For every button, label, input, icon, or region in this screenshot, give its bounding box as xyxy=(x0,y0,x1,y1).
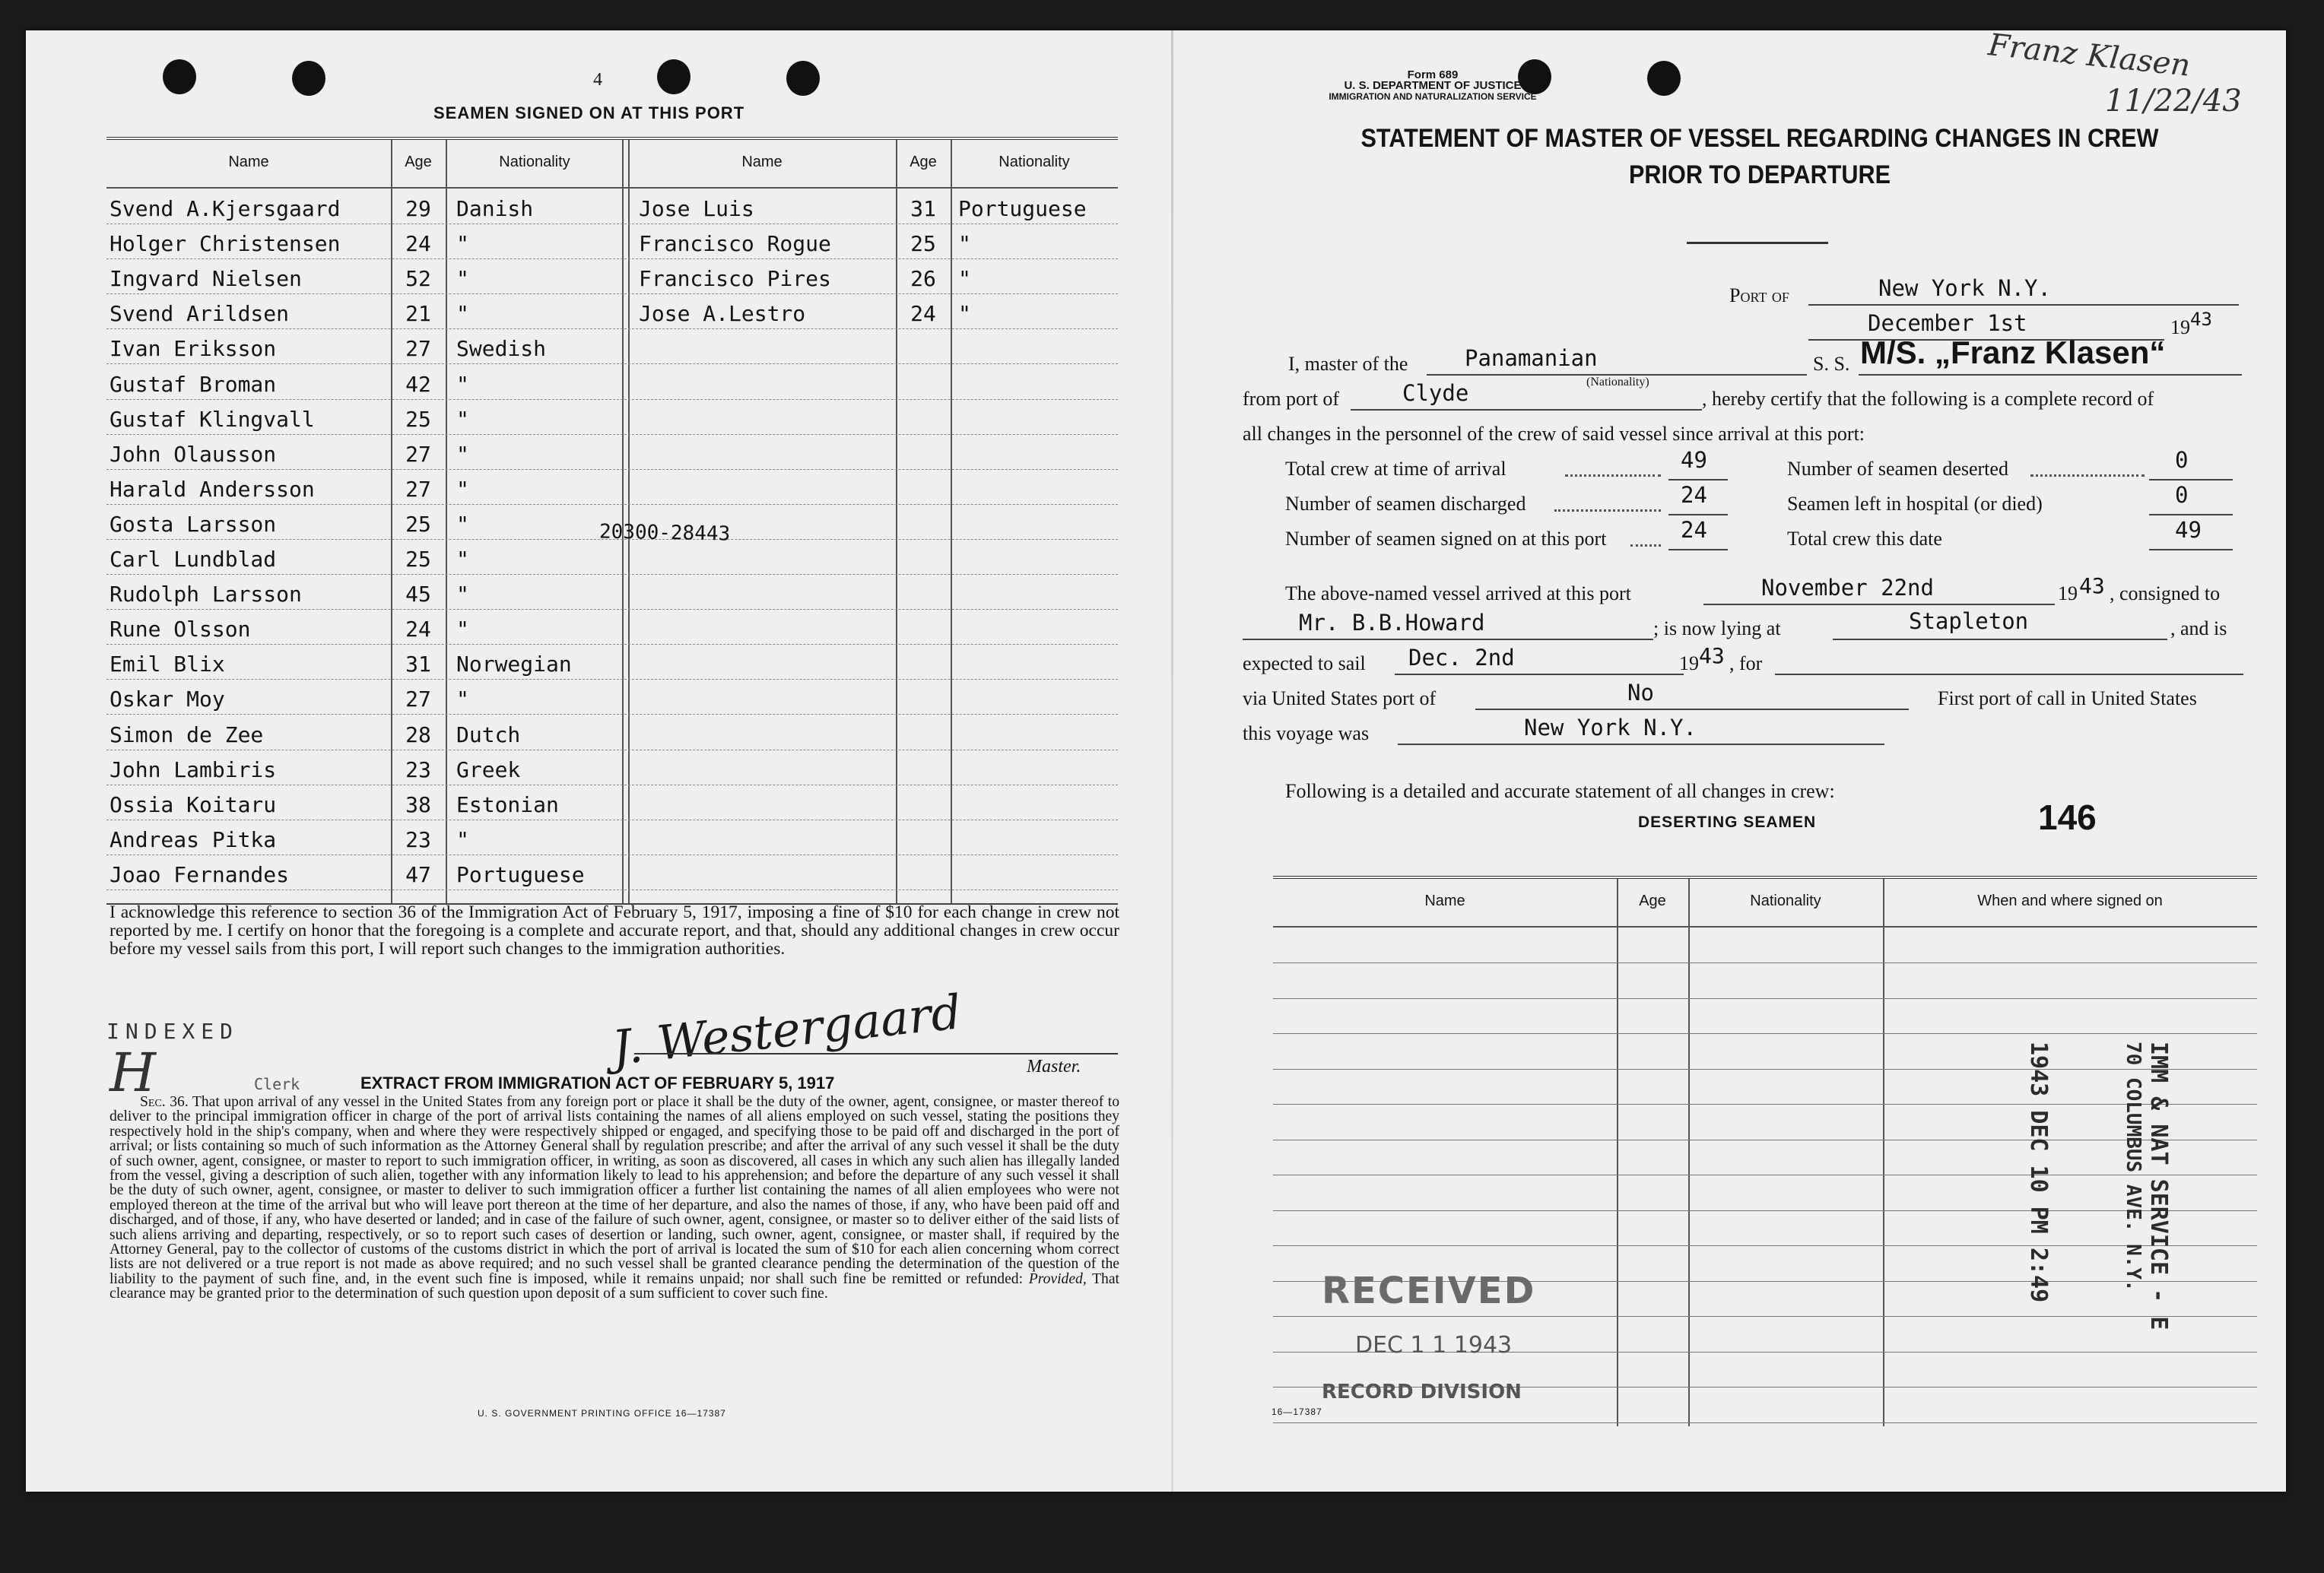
table-row xyxy=(106,364,1118,400)
des-col-signed-on: When and where signed on xyxy=(1977,893,2163,909)
table-row xyxy=(1273,998,2257,1034)
received-stamp: RECEIVED xyxy=(1322,1270,1536,1312)
crew-age: 25 xyxy=(405,547,431,572)
crew-nationality: Norwegian xyxy=(456,652,572,677)
table-row xyxy=(106,328,1118,364)
extract-title: EXTRACT FROM IMMIGRATION ACT OF FEBRUARY 5, 1917 xyxy=(360,1074,835,1093)
crew-age: 25 xyxy=(910,231,936,257)
table-row xyxy=(106,189,1118,224)
seamen-deserted-value: 0 xyxy=(2175,447,2189,473)
des-col-nationality: Nationality xyxy=(1750,893,1821,909)
crew-age: 25 xyxy=(405,406,431,432)
table-row xyxy=(1273,1175,2257,1211)
crew-age: 42 xyxy=(405,371,431,397)
via-label: via United States port of xyxy=(1243,687,1437,709)
crew-name: Rune Olsson xyxy=(110,617,251,642)
punch-hole xyxy=(292,61,325,96)
sail-date: Dec. 2nd xyxy=(1408,645,1515,671)
arrived-year-prefix: 19 xyxy=(2058,582,2078,604)
crew-nationality: " xyxy=(456,406,469,432)
time-stamp-vertical: 1943 DEC 10 PM 2:49 xyxy=(2025,1042,2052,1303)
master-of-label: I, master of the xyxy=(1288,353,1408,375)
table-row xyxy=(106,293,1118,329)
crew-name: Ivan Eriksson xyxy=(110,336,277,362)
corner-note-date: 11/22/43 xyxy=(2105,84,2242,119)
clerk-initials: H xyxy=(110,1042,157,1104)
crew-name: Gosta Larsson xyxy=(110,511,277,537)
file-note: 20300-28443 xyxy=(598,520,731,546)
page-number: 4 xyxy=(593,70,602,90)
voyage-underline xyxy=(1398,744,1884,745)
crew-name: Francisco Pires xyxy=(639,266,831,292)
table-row xyxy=(106,750,1118,785)
deserting-table-header xyxy=(1273,879,2257,928)
crew-age: 23 xyxy=(405,826,431,852)
seamen-deserted-label: Number of seamen deserted xyxy=(1787,458,2008,480)
crew-nationality: Portuguese xyxy=(456,861,585,887)
sail-year: 43 xyxy=(1699,643,1725,668)
master-signature: J. Westergaard xyxy=(609,984,964,1076)
table-header xyxy=(106,140,1118,189)
crew-name: Simon de Zee xyxy=(110,721,264,747)
crew-age: 21 xyxy=(405,301,431,327)
crew-nationality: Portuguese xyxy=(958,196,1087,221)
crew-nationality: Dutch xyxy=(456,721,521,747)
table-row xyxy=(1273,1105,2257,1140)
table-row xyxy=(1273,928,2257,963)
service-name: IMMIGRATION AND NATURALIZATION SERVICE xyxy=(1329,91,1537,102)
title-line-1: STATEMENT OF MASTER OF VESSEL REGARDING CHANGES IN CREW xyxy=(1360,124,2159,153)
crew-age: 24 xyxy=(910,301,936,327)
from-port-value: Clyde xyxy=(1402,380,1469,406)
crew-age: 24 xyxy=(405,617,431,642)
crew-nationality: " xyxy=(958,231,971,257)
port-of-underline xyxy=(1808,304,2239,306)
date-year: 43 xyxy=(2190,309,2212,330)
value-underline xyxy=(2149,479,2233,480)
sec36-provided: Provided, xyxy=(1028,1270,1087,1287)
voyage-value: New York N.Y. xyxy=(1524,715,1697,741)
punch-hole xyxy=(163,59,196,94)
address-stamp-vertical: 70 COLUMBUS AVE. N.Y. xyxy=(2122,1042,2145,1292)
form-header xyxy=(1243,70,1623,102)
seamen-signed-value: 24 xyxy=(1681,517,1707,543)
table-row xyxy=(106,820,1118,855)
vessel-name: M/S. „Franz Klasen“ xyxy=(1860,335,2166,370)
main-title xyxy=(1308,120,2211,193)
table-row xyxy=(106,785,1118,820)
crew-nationality: " xyxy=(456,617,469,642)
port-of-value: New York N.Y. xyxy=(1878,275,2051,301)
table-row xyxy=(106,644,1118,680)
crew-nationality: " xyxy=(958,301,971,327)
crew-age: 27 xyxy=(405,336,431,362)
crew-nationality: Greek xyxy=(456,756,521,782)
crew-nationality: Danish xyxy=(456,196,534,221)
acknowledgement-text: I acknowledge this reference to section 36 of the Immigration Act of February 5, 1917, imposing a fine of $10 for each change in crew not reported by me. I certify on honor that the foregoing is a complete and accurate report, and that, should any additional changes in crew occur before my vessel sails from this port, I will report such changes to the immigration authorities. xyxy=(110,902,1119,959)
title-line-2: PRIOR TO DEPARTURE xyxy=(1629,160,1891,189)
first-port-label: First port of call in United States xyxy=(1938,687,2197,709)
crew-nationality: " xyxy=(456,687,469,712)
dot-leader xyxy=(1554,509,1661,512)
total-crew-date-label: Total crew this date xyxy=(1787,528,1942,550)
arrived-underline xyxy=(1703,604,2055,605)
section-36-text xyxy=(110,1095,1119,1302)
crew-name: John Olausson xyxy=(110,441,277,467)
crew-name: Ossia Koitaru xyxy=(110,791,277,817)
lying-label: ; is now lying at xyxy=(1653,617,1781,639)
from-port-label: from port of xyxy=(1243,388,1340,410)
signature-line xyxy=(634,1053,1118,1054)
certify-text: , hereby certify that the following is a complete record of xyxy=(1702,388,2154,410)
crew-name: Gustaf Klingvall xyxy=(110,406,315,432)
col-header-age: Age xyxy=(405,154,432,170)
total-crew-date-value: 49 xyxy=(2175,517,2202,543)
consigned-label: , consigned to xyxy=(2110,582,2221,604)
page-fold xyxy=(1171,30,1173,1492)
crew-nationality: " xyxy=(456,301,469,327)
deserting-seamen-title: DESERTING SEAMEN xyxy=(1638,813,1817,831)
for-label: , for xyxy=(1729,652,1763,674)
expected-label: expected to sail xyxy=(1243,652,1366,674)
date-year-prefix: 19 xyxy=(2170,316,2190,338)
table-row xyxy=(1273,963,2257,999)
crew-name: Joao Fernandes xyxy=(110,861,290,887)
arrived-date: November 22nd xyxy=(1761,575,1934,601)
consignee-value: Mr. B.B.Howard xyxy=(1299,610,1485,636)
crew-age: 27 xyxy=(405,441,431,467)
master-label: Master. xyxy=(1027,1057,1081,1077)
crew-nationality: " xyxy=(958,266,971,292)
crew-name: Svend A.Kjersgaard xyxy=(110,196,341,221)
nationality-value: Panamanian xyxy=(1465,345,1598,371)
punch-hole xyxy=(786,61,820,96)
lying-underline xyxy=(1833,639,2167,640)
crew-nationality: " xyxy=(456,231,469,257)
table-row xyxy=(106,224,1118,259)
via-underline xyxy=(1475,709,1909,710)
crew-nationality: " xyxy=(456,826,469,852)
crew-age: 23 xyxy=(405,756,431,782)
value-underline xyxy=(1668,549,1728,550)
nationality-caption: (Nationality) xyxy=(1586,376,1649,388)
voyage-label: this voyage was xyxy=(1243,722,1370,744)
table-row xyxy=(1273,1069,2257,1105)
department-name: U. S. DEPARTMENT OF JUSTICE xyxy=(1344,79,1522,92)
port-of-label: Port of xyxy=(1729,284,1789,306)
crew-nationality: " xyxy=(456,511,469,537)
certify-text-2: all changes in the personnel of the crew of said vessel since arrival at this port: xyxy=(1243,423,1865,445)
table-row xyxy=(1273,1210,2257,1246)
crew-name: Gustaf Broman xyxy=(110,371,277,397)
following-text: Following is a detailed and accurate statement of all changes in crew: xyxy=(1285,780,1835,802)
form-number: Form 689 xyxy=(1407,68,1459,81)
table-row xyxy=(106,574,1118,610)
col-header-name-2: Name xyxy=(741,154,783,170)
sec36-label: Sec. 36. xyxy=(140,1094,189,1110)
title-rule xyxy=(1687,242,1828,244)
seamen-discharged-label: Number of seamen discharged xyxy=(1285,493,1526,515)
crew-age: 52 xyxy=(405,266,431,292)
crew-age: 31 xyxy=(405,652,431,677)
clerk-label: Clerk xyxy=(254,1075,300,1093)
table-row xyxy=(106,855,1118,890)
table-row xyxy=(106,434,1118,470)
crew-name: John Lambiris xyxy=(110,756,277,782)
crew-name: Svend Arildsen xyxy=(110,301,290,327)
crew-name: Holger Christensen xyxy=(110,231,341,257)
total-crew-arrival-label: Total crew at time of arrival xyxy=(1285,458,1506,480)
count-146: 146 xyxy=(2038,798,2097,837)
table-row xyxy=(106,399,1118,435)
table-row xyxy=(106,715,1118,750)
seamen-hospital-value: 0 xyxy=(2175,482,2189,508)
table-row xyxy=(106,469,1118,505)
crew-nationality: " xyxy=(456,371,469,397)
crew-age: 45 xyxy=(405,582,431,607)
seamen-discharged-value: 24 xyxy=(1681,482,1707,508)
sail-year-prefix: 19 xyxy=(1679,652,1699,674)
value-underline xyxy=(1668,479,1728,480)
crew-age: 27 xyxy=(405,476,431,502)
table-row xyxy=(106,609,1118,645)
ss-label: S. S. xyxy=(1813,353,1850,375)
total-crew-arrival-value: 49 xyxy=(1681,447,1707,473)
sec36-body: That upon arrival of any vessel in the United States from any foreign port or place it shall be the duty of the owner, agent, consignee, or master thereof to deliver to the principal immigration officer in charge of the port of arrival lists containing the names of all aliens employed on such vessel, stating the positions they respectively hold in the ship's company, when and where they were respectively shipped or engaged, and specifying those to be paid off and discharged in the port of arrival; or lists containing so much of such information as the Attorney General shall by regulation prescribe; and after the arrival of any such vessel it shall be the duty of such owner, agent, consignee, or master to report to such immigration officer, in writing, as soon as discovered, all cases in which any such alien has illegally landed from the vessel, giving a description of such alien, together with any information likely to lead to his apprehension; and before the departure of any such vessel it shall be the duty of such owner, agent, consignee, or master to deliver to such immigration officer a further list containing the names of all alien employees who were not employed thereon at the time of the arrival but who will leave port thereon at the time of her departure, and also the names of those, if any, who have been paid off and discharged, and of those, if any, who have deserted or landed; and in case of the failure of such owner, agent, consignee, or master so to deliver either of the said lists of such aliens arriving and departing, respectively, or so to report such cases of desertion or landing, such owner, agent, consignee, or master shall, if required by the Attorney General, pay to the collector of customs of the customs district in which the port of arrival is located the sum of $10 for each alien concerning whom correct lists are not delivered or a true report is not made as above required; and no such vessel shall be granted clearance pending the determination of the question of the liability to the payment of such fine, and, in the event such fine is imposed, while it remains unpaid; nor shall such fine be remitted or refunded: xyxy=(110,1094,1119,1287)
punch-hole xyxy=(1647,61,1681,96)
col-header-nationality-2: Nationality xyxy=(998,154,1070,170)
crew-nationality: " xyxy=(456,266,469,292)
crew-name: Jose Luis xyxy=(639,196,754,221)
crew-name: Harald Andersson xyxy=(110,476,315,502)
vessel-underline xyxy=(1859,374,2242,376)
table-row xyxy=(1273,1140,2257,1175)
crew-age: 26 xyxy=(910,266,936,292)
crew-name: Ingvard Nielsen xyxy=(110,266,302,292)
via-value: No xyxy=(1627,680,1654,706)
form-code: 16—17387 xyxy=(1272,1407,1322,1417)
from-port-underline xyxy=(1351,409,1702,411)
crew-age: 24 xyxy=(405,231,431,257)
seamen-hospital-label: Seamen left in hospital (or died) xyxy=(1787,493,2043,515)
crew-name: Oskar Moy xyxy=(110,687,225,712)
value-underline xyxy=(2149,514,2233,515)
arrived-label: The above-named vessel arrived at this port xyxy=(1285,582,1631,604)
crew-age: 25 xyxy=(405,511,431,537)
crew-name: Carl Lundblad xyxy=(110,547,277,572)
printing-office-note: U. S. GOVERNMENT PRINTING OFFICE 16—17387 xyxy=(478,1408,726,1419)
date-value: December 1st xyxy=(1868,310,2027,336)
crew-name: Rudolph Larsson xyxy=(110,582,302,607)
crew-nationality: " xyxy=(456,441,469,467)
consignee-underline xyxy=(1243,639,1653,640)
crew-nationality: Swedish xyxy=(456,336,547,362)
crew-nationality: " xyxy=(456,582,469,607)
for-underline xyxy=(1775,674,2243,675)
crew-age: 47 xyxy=(405,861,431,887)
dot-leader xyxy=(2030,474,2145,477)
value-underline xyxy=(2149,549,2233,550)
dot-leader xyxy=(1565,474,1661,477)
col-header-age-2: Age xyxy=(910,154,937,170)
crew-name: Andreas Pitka xyxy=(110,826,277,852)
crew-age: 27 xyxy=(405,687,431,712)
col-header-name: Name xyxy=(228,154,269,170)
crew-nationality: " xyxy=(456,547,469,572)
sail-date-underline xyxy=(1395,674,1684,675)
document-sheet xyxy=(26,27,2286,1492)
crew-name: Jose A.Lestro xyxy=(639,301,806,327)
and-is-label: , and is xyxy=(2170,617,2227,639)
col-header-nationality: Nationality xyxy=(499,154,570,170)
crew-nationality: " xyxy=(456,476,469,502)
record-division-stamp: RECORD DIVISION xyxy=(1322,1381,1522,1403)
crew-name: Emil Blix xyxy=(110,652,225,677)
crew-age: 28 xyxy=(405,721,431,747)
crew-age: 38 xyxy=(405,791,431,817)
arrived-year: 43 xyxy=(2079,573,2105,598)
received-date-stamp: DEC 1 1 1943 xyxy=(1355,1332,1513,1359)
table-row xyxy=(106,679,1118,715)
crew-age: 29 xyxy=(405,196,431,221)
des-col-age: Age xyxy=(1639,893,1666,909)
table-row xyxy=(106,258,1118,294)
crew-name: Francisco Rogue xyxy=(639,231,831,257)
corner-note-name: Franz Klasen xyxy=(1986,27,2192,84)
lying-value: Stapleton xyxy=(1909,608,2029,634)
left-page-title: SEAMEN SIGNED ON AT THIS PORT xyxy=(433,103,745,122)
value-underline xyxy=(1668,514,1728,515)
indexed-stamp: INDEXED xyxy=(106,1019,240,1044)
crew-nationality: Estonian xyxy=(456,791,559,817)
punch-hole xyxy=(657,59,691,94)
seamen-signed-label: Number of seamen signed on at this port xyxy=(1285,528,1607,550)
des-col-name: Name xyxy=(1424,893,1465,909)
table-row xyxy=(1273,1034,2257,1070)
dot-leader xyxy=(1630,544,1661,547)
crew-age: 31 xyxy=(910,196,936,221)
table-row xyxy=(106,539,1118,575)
service-stamp-vertical: IMM & NAT SERVICE - E xyxy=(2145,1042,2172,1330)
sec36-tail: That clearance may be granted prior to the determination of such question upon deposit of a sum sufficient to cover such fine. xyxy=(110,1270,1119,1302)
